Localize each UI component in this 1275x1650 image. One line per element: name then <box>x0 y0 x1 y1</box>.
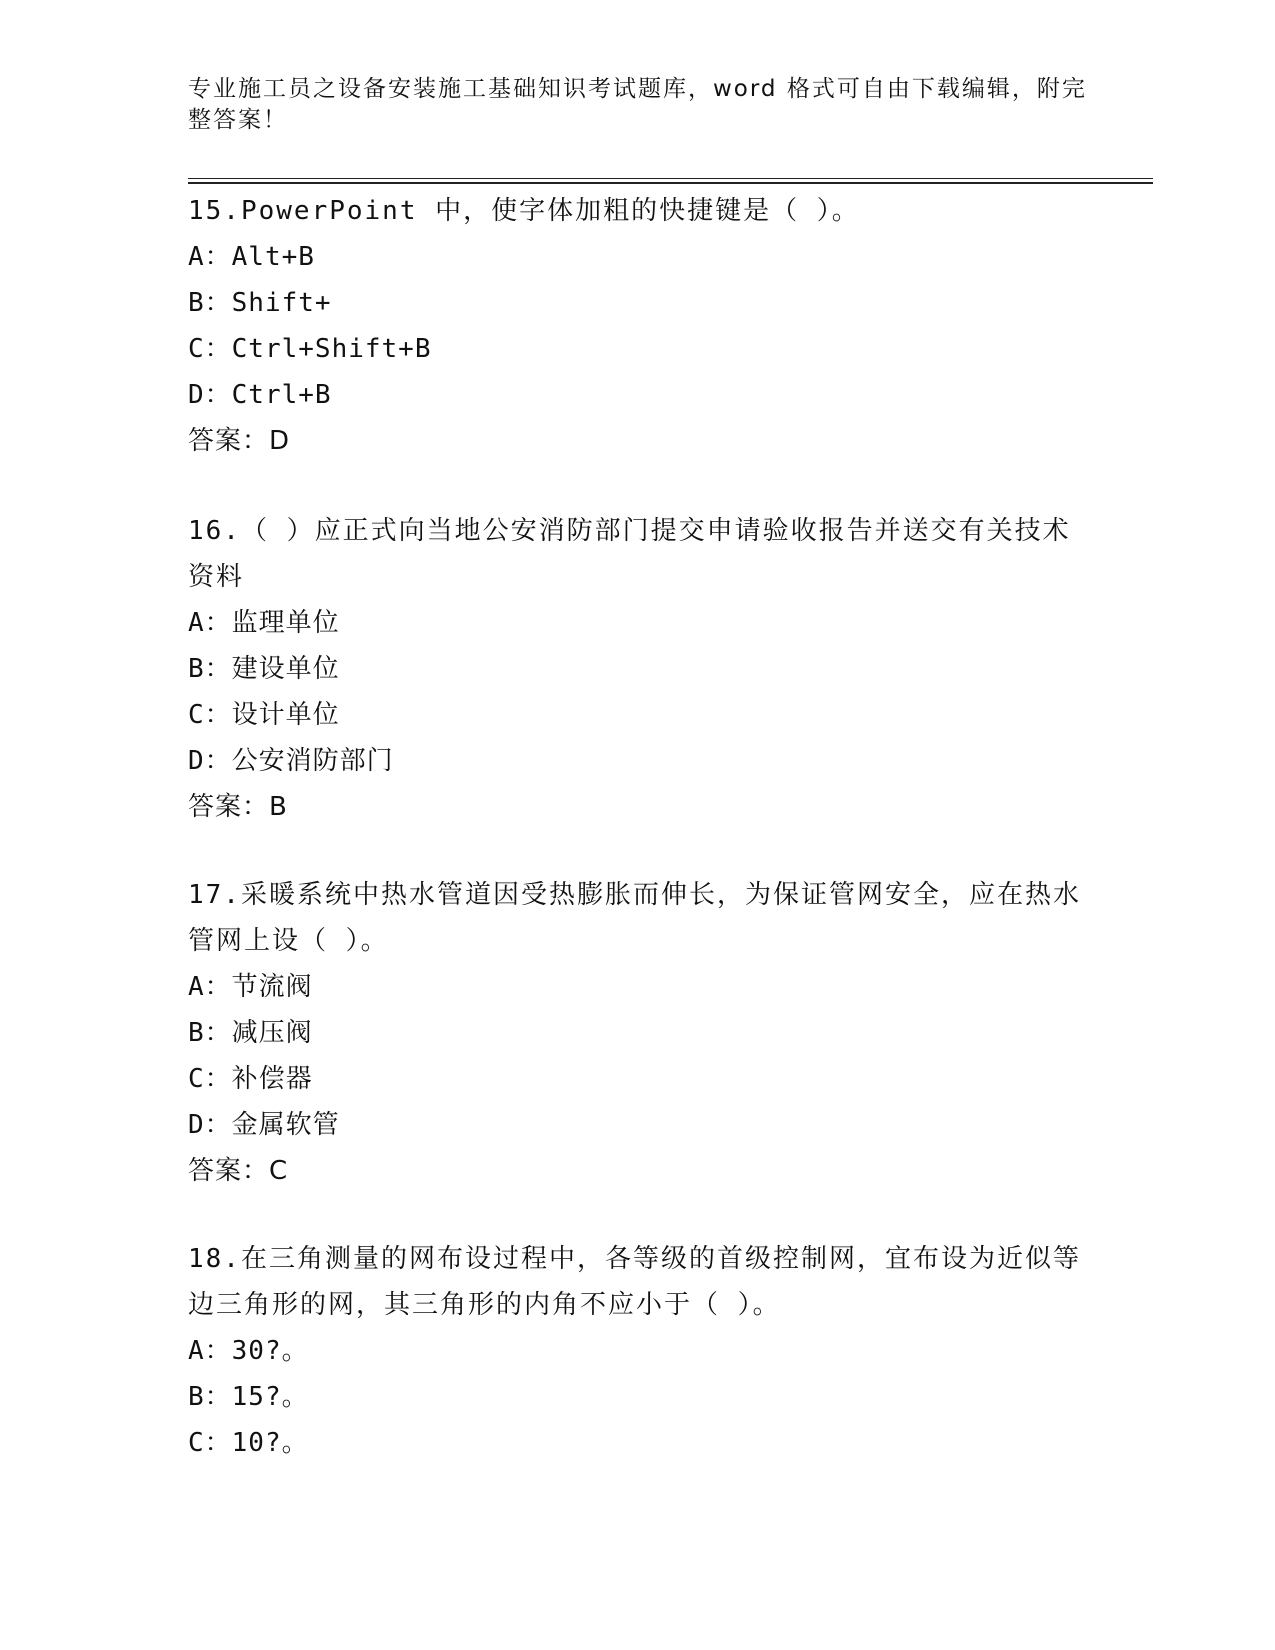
option-a: A：节流阀 <box>188 972 313 1002</box>
option-a: A：Alt+B <box>188 242 315 272</box>
option-b: B：建设单位 <box>188 654 340 684</box>
question-title: 17.采暖系统中热水管道因受热膨胀而伸长，为保证管网安全，应在热水管网上设（ ）。 <box>188 880 1081 956</box>
question-16 <box>188 508 1088 830</box>
answer: 答案：C <box>188 1156 289 1186</box>
question-17 <box>188 872 1088 1194</box>
option-b: B：15?。 <box>188 1382 309 1412</box>
option-b: B：Shift+ <box>188 288 332 318</box>
option-c: C：补偿器 <box>188 1064 313 1094</box>
document-header: 专业施工员之设备安装施工基础知识考试题库，word 格式可自由下载编辑，附完整答案！ <box>188 76 1087 133</box>
option-b: B：减压阀 <box>188 1018 313 1048</box>
header-divider-thick <box>188 182 1153 184</box>
question-title: 16.（ ）应正式向当地公安消防部门提交申请验收报告并送交有关技术资料 <box>188 516 1071 592</box>
option-d: D：公安消防部门 <box>188 746 394 776</box>
option-a: A：30?。 <box>188 1336 309 1366</box>
option-c: C：10?。 <box>188 1428 309 1458</box>
header-divider-thin <box>188 178 1153 179</box>
question-title: 15.PowerPoint 中，使字体加粗的快捷键是（ ）。 <box>188 196 860 226</box>
option-d: D：Ctrl+B <box>188 380 332 410</box>
option-c: C：Ctrl+Shift+B <box>188 334 432 364</box>
option-c: C：设计单位 <box>188 700 340 730</box>
answer: 答案：D <box>188 426 291 456</box>
option-d: D：金属软管 <box>188 1110 340 1140</box>
question-18 <box>188 1236 1088 1466</box>
question-title: 18.在三角测量的网布设过程中，各等级的首级控制网，宜布设为近似等边三角形的网，其三角形的内角不应小于（ ）。 <box>188 1244 1081 1320</box>
answer: 答案：B <box>188 792 288 822</box>
option-a: A：监理单位 <box>188 608 340 638</box>
question-15 <box>188 188 1088 464</box>
